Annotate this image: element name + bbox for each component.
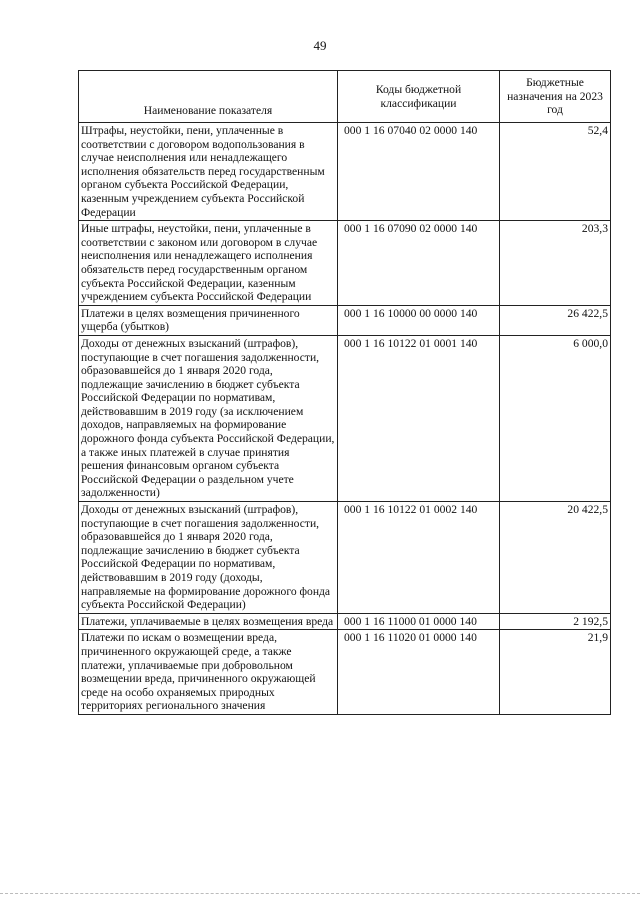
row-name: Платежи по искам о возмещении вреда, причиненного окружающей среде, а также платежи, уплачиваемые при добровольном возмещении вреда, причиненного окружающей среде на особо охраняемых природных территориях регионального значения (79, 630, 338, 715)
budget-table (78, 70, 611, 715)
row-amount: 20 422,5 (500, 502, 611, 614)
row-amount: 203,3 (500, 221, 611, 306)
row-name: Доходы от денежных взысканий (штрафов), поступающие в счет погашения задолженности, образовавшейся до 1 января 2020 года, подлежащие зачислению в бюджет субъекта Российской Федерации по нормативам, действовавшим в 2019 году (доходы, направляемые на формирование дорожного фонда субъекта Российской Федерации) (79, 502, 338, 614)
table-row (79, 305, 611, 335)
row-code: 000 1 16 10000 00 0000 140 (338, 305, 500, 335)
page-bottom-divider (0, 893, 640, 894)
row-name: Платежи, уплачиваемые в целях возмещения вреда (79, 613, 338, 630)
row-code: 000 1 16 07040 02 0000 140 (338, 123, 500, 221)
row-code: 000 1 16 10122 01 0002 140 (338, 502, 500, 614)
table-row (79, 221, 611, 306)
row-name: Платежи в целях возмещения причиненного ущерба (убытков) (79, 305, 338, 335)
row-amount: 21,9 (500, 630, 611, 715)
row-name: Иные штрафы, неустойки, пени, уплаченные в соответствии с законом или договором в случае неисполнения или ненадлежащего исполнения обязательств перед государственным органом субъекта Российской Федерации, казенным учреждением субъекта Российской Федерации (79, 221, 338, 306)
table-row (79, 630, 611, 715)
table-row (79, 123, 611, 221)
row-name: Доходы от денежных взысканий (штрафов), поступающие в счет погашения задолженности, образовавшейся до 1 января 2020 года, подлежащие зачислению в бюджет субъекта Российской Федерации по нормативам, действовавшим в 2019 году (за исключением доходов, направляемых на формирование дорожного фонда субъекта Российской Федерации, а также иных платежей в случае принятия решения финансовым органом субъекта Российской Федерации о раздельном учете задолженности) (79, 335, 338, 501)
row-code: 000 1 16 07090 02 0000 140 (338, 221, 500, 306)
row-code: 000 1 16 11000 01 0000 140 (338, 613, 500, 630)
row-code: 000 1 16 10122 01 0001 140 (338, 335, 500, 501)
header-codes: Коды бюджетной классификации (338, 71, 500, 123)
row-amount: 52,4 (500, 123, 611, 221)
table-row (79, 502, 611, 614)
table-row (79, 335, 611, 501)
row-amount: 6 000,0 (500, 335, 611, 501)
row-name: Штрафы, неустойки, пени, уплаченные в соответствии с договором водопользования в случае неисполнения или ненадлежащего исполнения обязательств перед государственным органом субъекта Российской Федерации, казенным учреждением субъекта Российской Федерации (79, 123, 338, 221)
page-number: 49 (313, 38, 327, 53)
table-row (79, 613, 611, 630)
row-code: 000 1 16 11020 01 0000 140 (338, 630, 500, 715)
row-amount: 26 422,5 (500, 305, 611, 335)
table-header-row (79, 71, 611, 123)
header-name: Наименование показателя (79, 71, 338, 123)
header-amount: Бюджетные назначения на 2023 год (500, 71, 611, 123)
row-amount: 2 192,5 (500, 613, 611, 630)
